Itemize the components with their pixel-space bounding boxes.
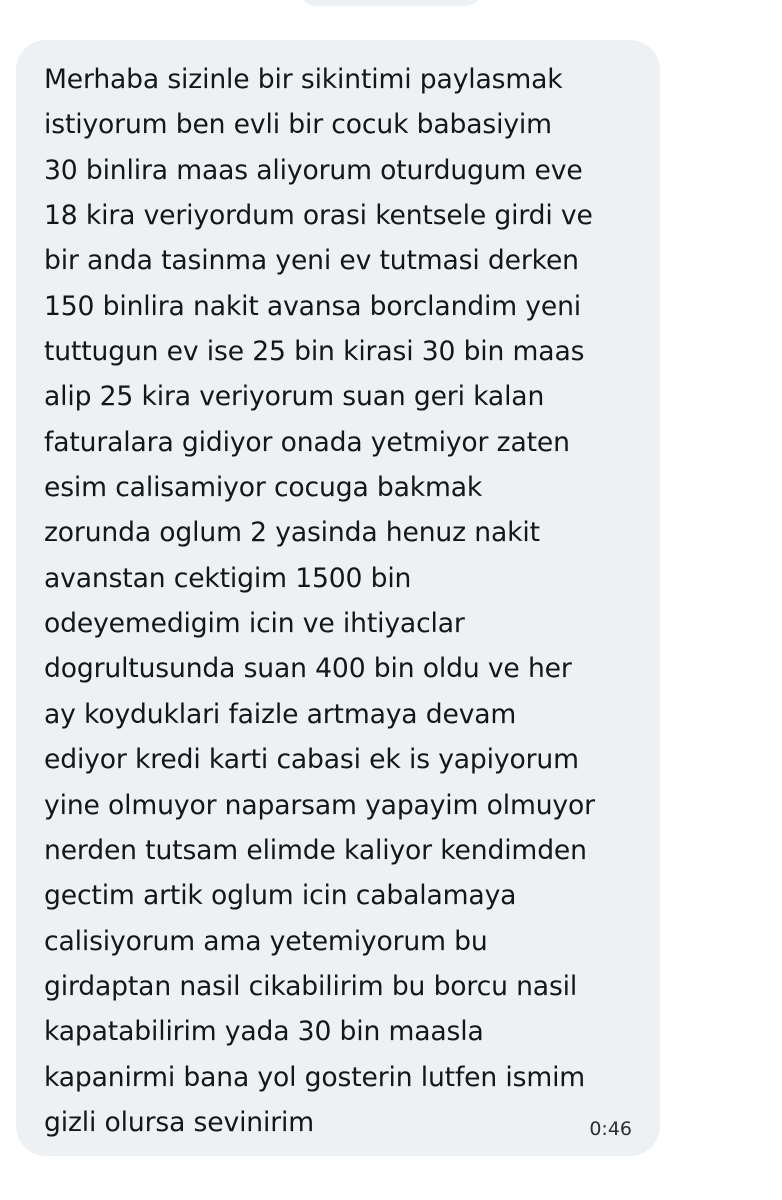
message-timestamp: 0:46	[589, 1118, 632, 1140]
message-bubble[interactable]	[16, 40, 660, 1156]
message-text: Merhaba sizinle bir sikintimi paylasmak istiyorum ben evli bir cocuk babasiyim 30 binlira maas aliyorum oturdugum eve 18 kira veriyordum orasi kentsele girdi ve bir anda tasinma yeni ev tutmasi derken 150 binlira nakit avansa borclandim yeni tuttugun ev ise 25 bin kirasi 30 bin maas alip 25 kira veriyorum suan geri kalan faturalara gidiyor onada yetmiyor zaten esim calisamiyor cocuga bakmak zorunda oglum 2 yasinda henuz nakit avanstan cektigim 1500 bin odeyemedigim icin ve ihtiyaclar dogrultusunda suan 400 bin oldu ve her ay koyduklari faizle artmaya devam ediyor kredi karti cabasi ek is yapiyorum yine olmuyor naparsam yapayim olmuyor nerden tutsam elimde kaliyor kendimden gectim artik oglum icin cabalamaya calisiyorum ama yetemiyorum bu girdaptan nasil cikabilirim bu borcu nasil kapatabilirim yada 30 bin maasla kapanirmi bana yol gosterin lutfen ismim gizli olursa sevinirim	[44, 64, 595, 1138]
previous-message-bubble-edge	[300, 0, 482, 6]
